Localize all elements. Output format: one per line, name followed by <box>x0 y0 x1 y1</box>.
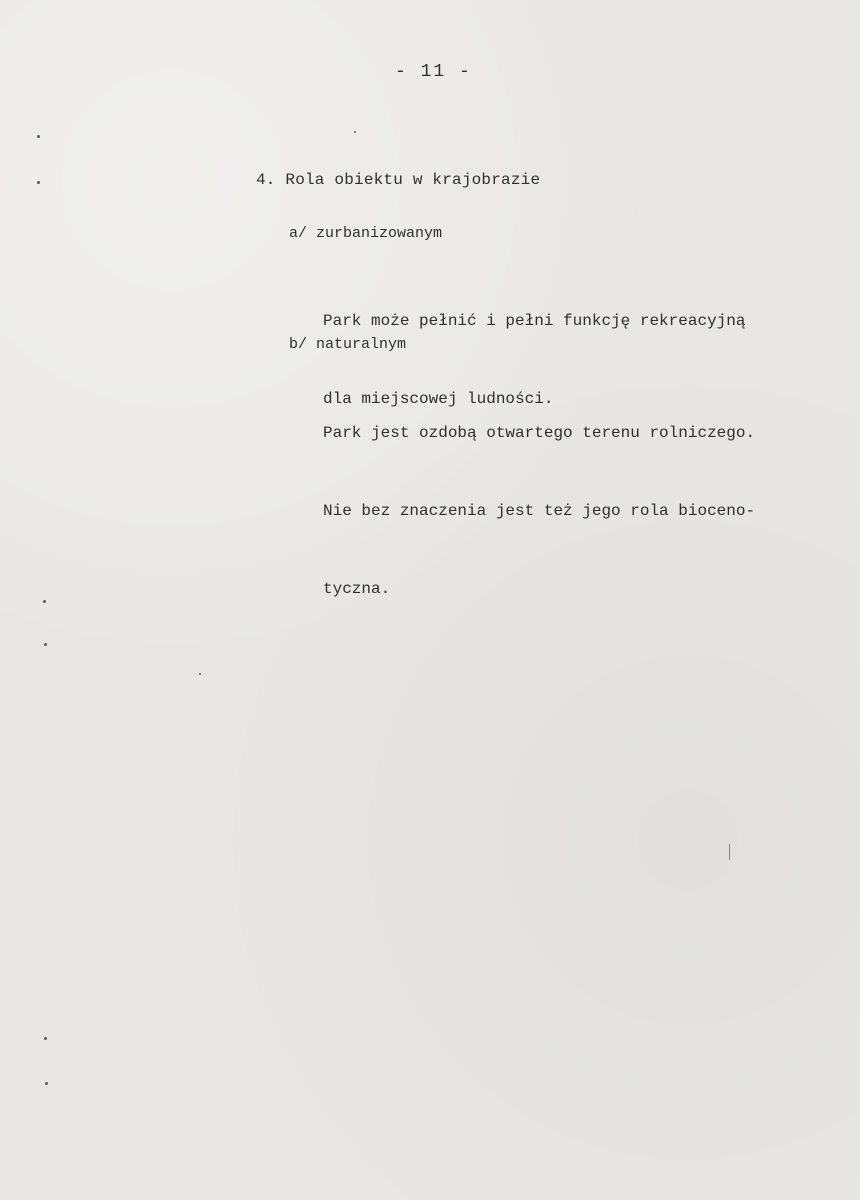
page-number: - 11 - <box>395 62 472 82</box>
paragraph-a-line-2: dla miejscowej ludności. <box>323 390 554 408</box>
punch-hole-mark <box>37 181 40 184</box>
paper-speck <box>354 131 356 133</box>
subheading-a: a/ zurbanizowanym <box>289 225 443 242</box>
paper-mark <box>729 844 730 860</box>
punch-hole-mark <box>43 600 46 603</box>
punch-hole-mark <box>44 643 47 646</box>
subheading-b: b/ naturalnym <box>289 336 407 353</box>
punch-hole-mark <box>44 1037 47 1040</box>
paragraph-a-line-1: Park może pełnić i pełni funkcję rekreacyjną <box>323 312 746 330</box>
paragraph-b-line-1: Park jest ozdobą otwartego terenu rolniczego. <box>323 424 756 442</box>
punch-hole-mark <box>45 1082 48 1085</box>
paper-speck <box>199 673 201 675</box>
paragraph-b-line-3: tyczna. <box>323 580 391 598</box>
paragraph-b <box>323 368 755 654</box>
section-heading: 4. Rola obiektu w krajobrazie <box>256 171 541 189</box>
punch-hole-mark <box>37 135 40 138</box>
paragraph-b-line-2: Nie bez znaczenia jest też jego rola biocenо- <box>323 502 756 520</box>
